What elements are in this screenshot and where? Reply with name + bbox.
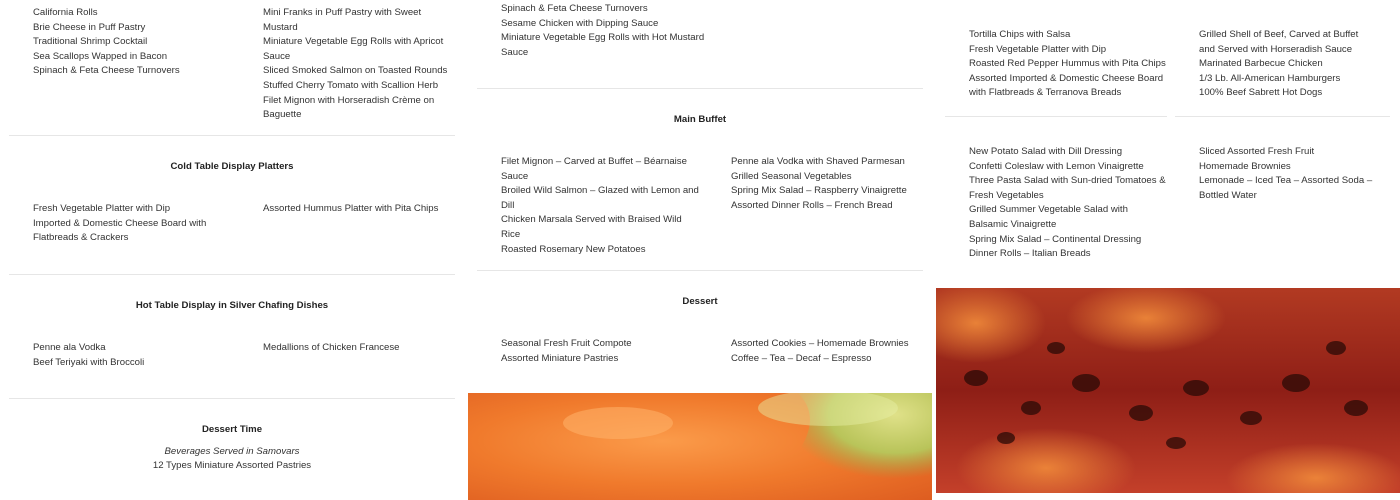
food-photo (936, 288, 1400, 493)
list-item: Assorted Hummus Platter with Pita Chips (263, 203, 439, 214)
list-item: Miniature Vegetable Egg Rolls with Hot Mustard Sauce (501, 32, 705, 58)
middle-top-list (501, 2, 711, 60)
list-item: 100% Beef Sabrett Hot Dogs (1199, 87, 1323, 99)
right-top-list-1 (969, 28, 1169, 101)
list-item: Roasted Red Pepper Hummus with Pita Chips (969, 58, 1166, 70)
divider (1175, 116, 1390, 117)
list-item: Spinach & Feta Cheese Turnovers (33, 65, 180, 77)
food-photo-graphic (936, 288, 1400, 493)
list-item: Chicken Marsala Served with Braised Wild Rice (501, 214, 682, 240)
dessert-time-line-2: 12 Types Miniature Assorted Pastries (152, 460, 312, 471)
dessert-time-title: Dessert Time (201, 424, 263, 435)
divider (9, 274, 455, 275)
dessert-title: Dessert (682, 296, 718, 307)
divider (945, 116, 1167, 117)
list-item: Lemonade – Iced Tea – Assorted Soda – Bottled Water (1199, 175, 1373, 201)
divider (9, 398, 455, 399)
list-item: 1/3 Lb. All-American Hamburgers (1199, 72, 1341, 84)
list-item: Grilled Seasonal Vegetables (731, 170, 852, 182)
list-item: Sesame Chicken with Dipping Sauce (501, 17, 659, 29)
list-item: Spinach & Feta Cheese Turnovers (501, 3, 648, 14)
list-item: Fresh Vegetable Platter with Dip (969, 43, 1107, 55)
divider (9, 135, 455, 136)
hot-table-title: Hot Table Display in Silver Chafing Dishes (135, 300, 329, 311)
list-item: Miniature Vegetable Egg Rolls with Apricot Sauce (263, 36, 444, 62)
list-item: Brie Cheese in Puff Pastry (33, 21, 146, 33)
list-item: Filet Mignon – Carved at Buffet – Béarnaise Sauce (501, 156, 687, 182)
list-item: Homemade Brownies (1199, 160, 1291, 172)
left-top-list-2 (263, 6, 455, 123)
list-item: Assorted Miniature Pastries (501, 352, 619, 364)
cold-table-list-1 (33, 202, 213, 246)
right-mid-list-1 (969, 145, 1169, 262)
fruit-photo (468, 393, 932, 500)
list-item: Dinner Rolls – Italian Breads (969, 248, 1091, 260)
divider (477, 270, 923, 271)
list-item: Traditional Shrimp Cocktail (33, 36, 148, 48)
main-buffet-title: Main Buffet (673, 114, 727, 125)
right-top-list-2 (1199, 28, 1375, 101)
list-item: California Rolls (33, 7, 98, 18)
list-item: Sliced Assorted Fresh Fruit (1199, 146, 1315, 157)
list-item: Grilled Summer Vegetable Salad with Balsamic Vinaigrette (969, 204, 1128, 230)
list-item: New Potato Salad with Dill Dressing (969, 146, 1123, 157)
dessert-list-2 (731, 337, 921, 366)
list-item: Grilled Shell of Beef, Carved at Buffet and Served with Horseradish Sauce (1199, 29, 1359, 55)
list-item: Filet Mignon with Horseradish Crème on Baguette (263, 94, 435, 121)
dessert-time-line-1: Beverages Served in Samovars (164, 446, 300, 457)
main-buffet-list-1 (501, 155, 701, 257)
list-item: Marinated Barbecue Chicken (1199, 58, 1323, 70)
list-item: Spring Mix Salad – Continental Dressing (969, 233, 1142, 245)
list-item: Seasonal Fresh Fruit Compote (501, 338, 632, 349)
list-item: Coffee – Tea – Decaf – Espresso (731, 352, 872, 364)
list-item: Fresh Vegetable Platter with Dip (33, 203, 171, 214)
list-item: Confetti Coleslaw with Lemon Vinaigrette (969, 160, 1144, 172)
list-item: Beef Teriyaki with Broccoli (33, 356, 145, 368)
list-item: Sliced Smoked Salmon on Toasted Rounds (263, 65, 448, 77)
hot-table-list-2 (263, 341, 455, 356)
list-item: Tortilla Chips with Salsa (969, 29, 1071, 40)
list-item: Roasted Rosemary New Potatoes (501, 243, 646, 255)
list-item: Stuffed Cherry Tomato with Scallion Herb (263, 79, 439, 91)
fruit-photo-graphic (468, 393, 932, 500)
list-item: Assorted Cookies – Homemade Brownies (731, 338, 909, 349)
list-item: Imported & Domestic Cheese Board with Flatbreads & Crackers (33, 217, 207, 244)
cold-table-list-2 (263, 202, 455, 217)
list-item: Penne ala Vodka with Shaved Parmesan (731, 156, 905, 167)
main-buffet-list-2 (731, 155, 921, 213)
hot-table-list-1 (33, 341, 233, 370)
list-item: Spring Mix Salad – Raspberry Vinaigrette (731, 185, 907, 197)
list-item: Three Pasta Salad with Sun-dried Tomatoes & Fresh Vegetables (969, 175, 1166, 201)
right-mid-list-2 (1199, 145, 1375, 203)
list-item: Assorted Dinner Rolls – French Bread (731, 199, 893, 211)
dessert-list-1 (501, 337, 701, 366)
list-item: Assorted Imported & Domestic Cheese Board with Flatbreads & Terranova Breads (969, 72, 1164, 99)
left-top-list-1 (33, 6, 233, 79)
cold-table-title: Cold Table Display Platters (170, 161, 294, 172)
list-item: Penne ala Vodka (33, 342, 106, 353)
list-item: Mini Franks in Puff Pastry with Sweet Mustard (263, 7, 422, 33)
list-item: Medallions of Chicken Francese (263, 342, 400, 353)
divider (477, 88, 923, 89)
list-item: Sea Scallops Wapped in Bacon (33, 50, 168, 62)
list-item: Broiled Wild Salmon – Glazed with Lemon and Dill (501, 185, 699, 211)
